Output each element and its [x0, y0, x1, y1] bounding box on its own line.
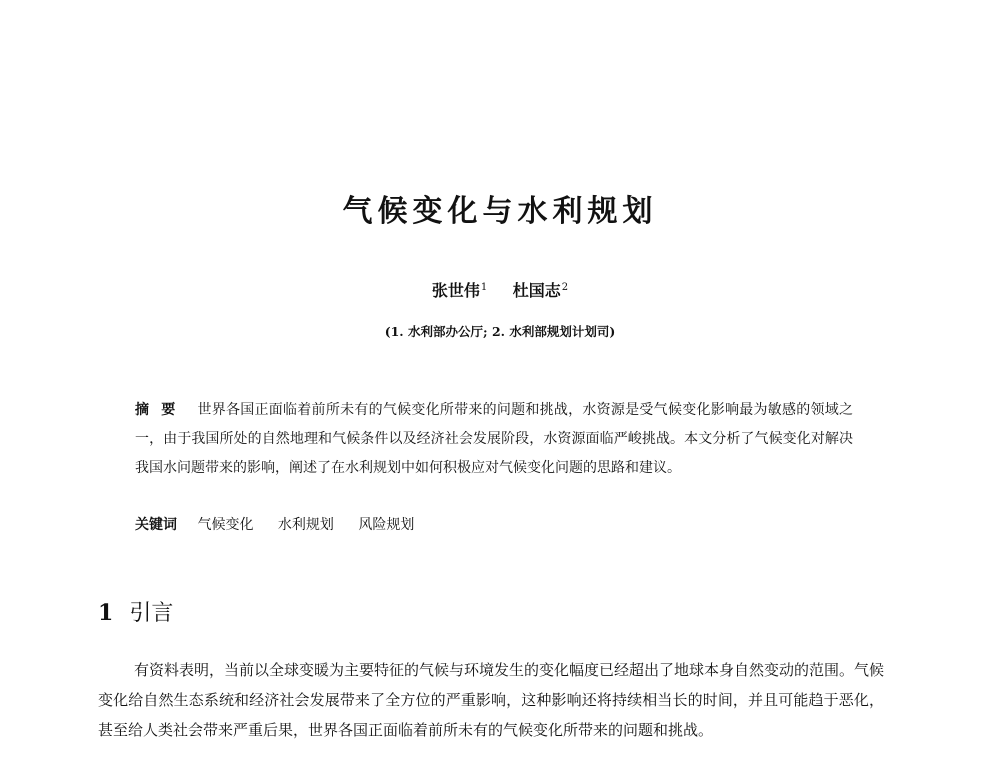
section-title: 引言 — [129, 601, 174, 626]
author-2-name: 杜国志 — [512, 281, 561, 300]
author-1 — [432, 278, 487, 301]
keyword-item: 水利规划 — [277, 517, 334, 533]
keyword-item: 气候变化 — [197, 517, 254, 533]
abstract — [135, 396, 853, 483]
abstract-text: 世界各国正面临着前所未有的气候变化所带来的问题和挑战，水资源是受气候变化影响最为敏感的领域之一，由于我国所处的自然地理和气候条件以及经济社会发展阶段，水资源面临严峻挑战。本文分析了气候变化对解决我国水问题带来的影响，阐述了在水利规划中如何积极应对气候变化问题的思路和建议。 — [135, 402, 854, 476]
author-list — [0, 278, 1000, 301]
affiliations: (1. 水利部办公厅; 2. 水利部规划计划司) — [384, 324, 616, 339]
keywords — [135, 514, 853, 534]
author-2-affiliation-mark: 2 — [561, 281, 569, 293]
abstract-label: 摘要 — [135, 402, 188, 418]
paper-title: 气候变化与水利规划 — [342, 194, 658, 229]
keyword-item: 风险规划 — [358, 517, 415, 533]
author-1-affiliation-mark: 1 — [480, 281, 488, 293]
section-number: 1 — [98, 600, 114, 626]
body-paragraph: 有资料表明，当前以全球变暖为主要特征的气候与环境发生的变化幅度已经超出了地球本身自然变动的范围。气候变化给自然生态系统和经济社会发展带来了全方位的严重影响，这种影响还将持续相当长的时间，并且可能趋于恶化，甚至给人类社会带来严重后果，世界各国正面临着前所未有的气候变化所带来的问题和挑战。 — [98, 661, 885, 739]
author-1-name: 张世伟 — [431, 281, 480, 300]
keywords-label: 关键词 — [135, 517, 177, 533]
author-2 — [513, 278, 568, 301]
section-heading — [98, 596, 173, 627]
